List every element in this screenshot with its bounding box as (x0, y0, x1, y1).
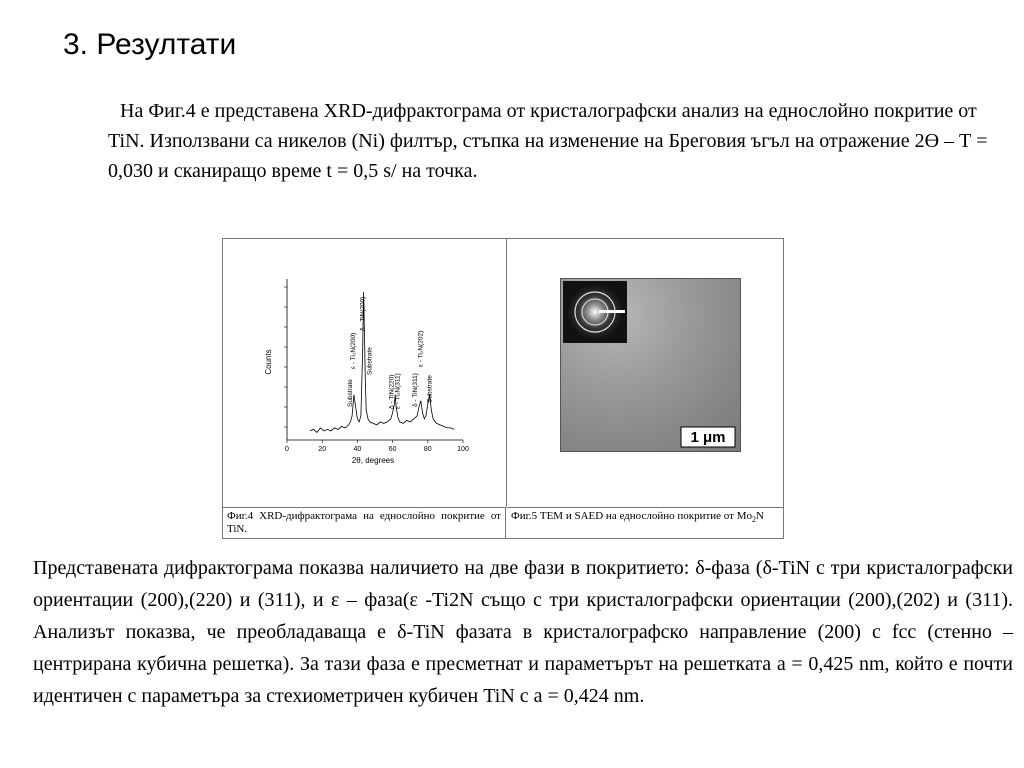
xrd-peak-annotation: Substrate (347, 379, 355, 407)
fig5-caption (507, 507, 783, 538)
xrd-peak-annotation: δ - TiN(200) (359, 296, 367, 331)
tem-micrograph (560, 278, 741, 452)
xrd-peak-annotation: ε - Ti₂N(200) (349, 332, 357, 369)
xrd-annotations (347, 297, 433, 409)
xrd-peak-annotation: Substrate (366, 347, 374, 375)
xrd-x-axis-label: 2θ, degrees (351, 456, 395, 465)
scale-bar-label: 1 μm (690, 429, 726, 446)
xrd-x-tick-label: 80 (423, 446, 432, 453)
xrd-peak-annotation: ε - Ti₂N(202) (417, 330, 425, 367)
xrd-y-axis-label: Counts (264, 349, 273, 375)
xrd-x-tick-label: 60 (388, 446, 397, 453)
beam-stop (599, 310, 625, 313)
xrd-peak-annotation: δ - TiN(220) (388, 374, 396, 409)
xrd-x-tick-label: 20 (318, 446, 327, 453)
tem-micrograph-overlay (561, 279, 740, 451)
xrd-axes (287, 279, 463, 440)
xrd-x-tick-label: 40 (353, 446, 362, 453)
xrd-series-line (310, 292, 454, 432)
fig5-caption-main: Фиг.5 TEM и SAED на еднослойно покритие от Mo (511, 510, 752, 522)
slide-title: 3. Резултати (63, 28, 237, 61)
fig5-caption-end: N (755, 510, 764, 522)
xrd-chart (223, 239, 506, 507)
xrd-peak-annotation: Substrate (426, 375, 434, 403)
fig4-caption: Фиг.4 XRD-дифрактограма на еднослойно покритие от TiN. (223, 507, 506, 538)
xrd-peak-annotation: ε - Ti₂N(311) (394, 373, 402, 409)
xrd-x-tick-label: 100 (457, 446, 469, 453)
xrd-ticks (284, 287, 469, 453)
xrd-chart-cell (223, 239, 507, 507)
xrd-peak-annotation: δ - TiN(311) (412, 373, 420, 407)
body-paragraph: Представената дифрактограма показва наличието на две фази в покритието: δ-фаза (δ-TiN с три кристалографски ориентации (200),(220) и (311), и ɛ – фаза(ɛ -Ti2N също с три кристалографски ориентации (200),(202) и (311). Анализът показва, че преобладаваща е δ-TiN фазата в кристалографско направление (200) с fcc (стенно – центрирана кубична решетка). За тази фаза е пресметнат и параметърът на решетката а = 0,425 nm, който е почти идентичен с параметъра за стехиометричен кубичен TiN с а = 0,424 nm. (33, 557, 1013, 707)
intro-text: На Фиг.4 е представена XRD-дифрактограма от кристалографски анализ на еднослойно покритие от TiN. Използвани са никелов (Ni) филтър, стъпка на изменение на Бреговия ъгъл на отражение 2ϴ – Т = 0,030 и сканиращо време t = 0,5 s/ на точка. (108, 100, 988, 182)
intro-paragraph (108, 96, 988, 186)
xrd-x-tick-label: 0 (285, 446, 289, 453)
fig5-caption-subscript: 2 (751, 515, 756, 525)
